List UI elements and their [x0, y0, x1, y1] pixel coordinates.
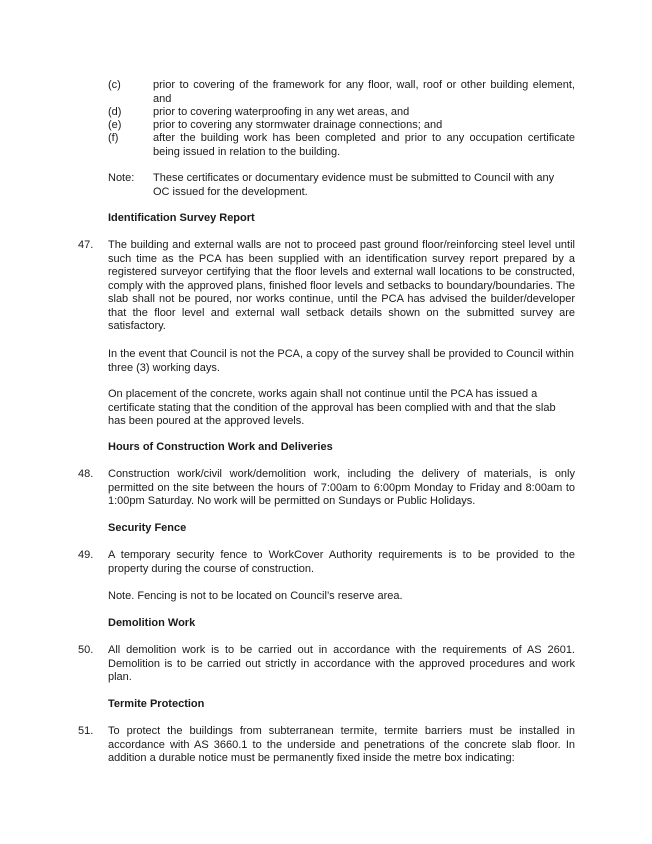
condition-paragraph: A temporary security fence to WorkCover Authority requirements is to be provided to the property during the course of construction.: [108, 549, 575, 575]
condition-paragraph: The building and external walls are not to proceed past ground floor/reinforcing steel level until such time as the PCA has been supplied with an identification survey report prepared by a registered surveyor certifying that the floor levels and external wall locations to be constructed, comply with the approved plans, finished floor levels and setbacks to boundary/boundaries. The slab shall not be poured, nor works continue, until the PCA has advised the builder/developer that the floor level and external wall setback details shown on the submitted survey are satisfactory.: [108, 239, 575, 332]
list-item-text: after the building work has been completed and prior to any occupation certificate being issued in relation to the building.: [153, 132, 575, 158]
list-item-label: (d): [108, 106, 122, 118]
section-heading: Security Fence: [108, 522, 187, 534]
condition-paragraph: On placement of the concrete, works again shall not continue until the PCA has issued a certificate stating that the condition of the approval has been complied with and that the slab has been poured at the approved levels.: [108, 388, 556, 427]
list-item-text: prior to covering of the framework for any floor, wall, roof or other building element, and: [153, 79, 575, 105]
list-item-label: (c): [108, 79, 121, 91]
list-item-label: (e): [108, 119, 122, 131]
condition-number: 50.: [78, 644, 94, 656]
condition-note: Note. Fencing is not to be located on Council’s reserve area.: [108, 590, 403, 602]
section-heading: Demolition Work: [108, 617, 196, 629]
condition-paragraph: In the event that Council is not the PCA, a copy of the survey shall be provided to Council within three (3) working days.: [108, 348, 574, 374]
condition-paragraph: All demolition work is to be carried out in accordance with the requirements of AS 2601. Demolition is to be carried out strictly in accordance with the approved procedures and work plan.: [108, 644, 575, 683]
section-heading: Hours of Construction Work and Deliveries: [108, 441, 333, 453]
condition-number: 48.: [78, 468, 94, 480]
section-heading: Identification Survey Report: [108, 212, 255, 224]
condition-number: 51.: [78, 725, 94, 737]
condition-number: 47.: [78, 239, 94, 251]
list-item-text: prior to covering waterproofing in any wet areas, and: [153, 106, 410, 118]
condition-paragraph: To protect the buildings from subterranean termite, termite barriers must be installed in accordance with AS 3660.1 to the underside and penetrations of the concrete slab floor. In addition a durable notice must be permanently fixed inside the metre box indicating:: [108, 725, 575, 764]
list-item-label: (f): [108, 132, 119, 144]
note-text: These certificates or documentary evidence must be submitted to Council with any OC issued for the development.: [153, 172, 555, 198]
section-heading: Termite Protection: [108, 698, 205, 710]
condition-paragraph: Construction work/civil work/demolition work, including the delivery of materials, is only permitted on the site between the hours of 7:00am to 6:00pm Monday to Friday and 8:00am to 1:00pm Saturday. No work will be permitted on Sundays or Public Holidays.: [108, 468, 575, 507]
note-label: Note:: [108, 172, 135, 184]
list-item-text: prior to covering any stormwater drainage connections; and: [153, 119, 443, 131]
condition-number: 49.: [78, 549, 94, 561]
